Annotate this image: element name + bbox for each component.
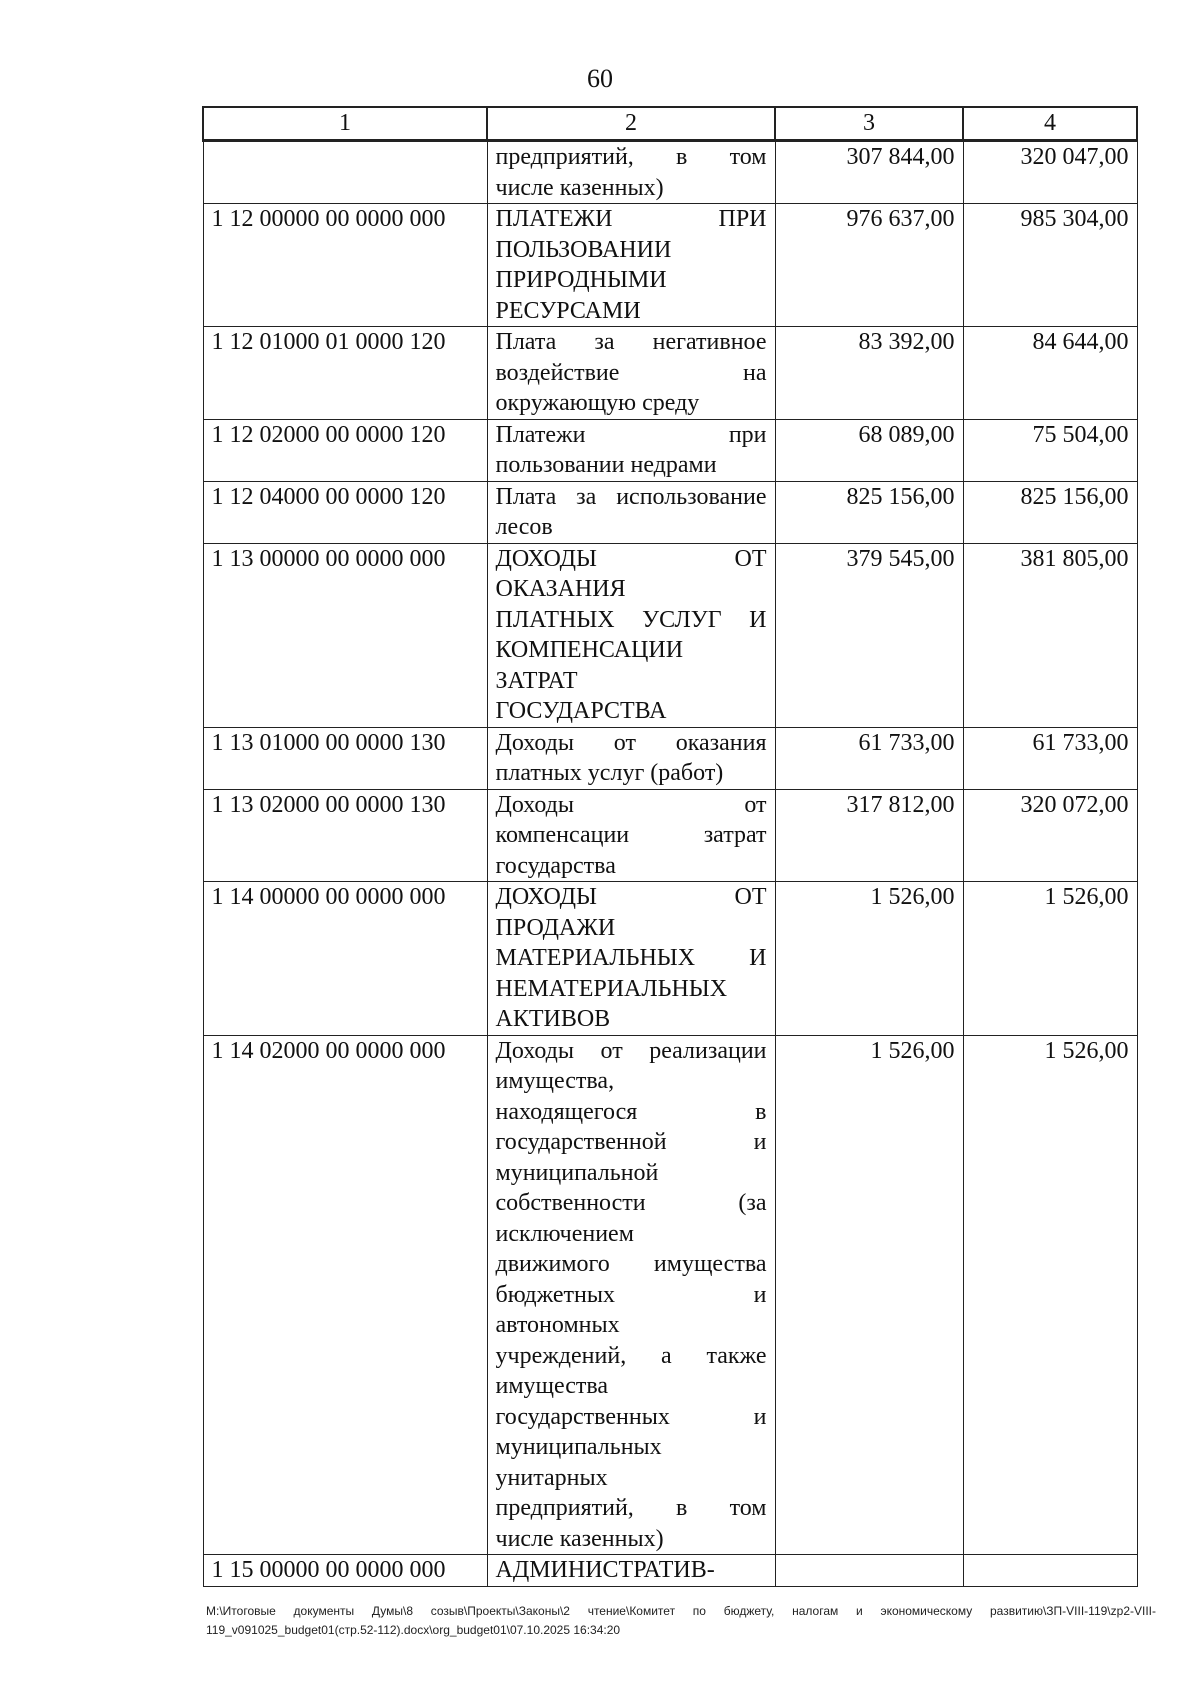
amount-col-4: 1 526,00	[963, 1035, 1137, 1555]
income-code: 1 12 02000 00 0000 120	[203, 419, 487, 481]
amount-col-4: 61 733,00	[963, 727, 1137, 789]
description-line: ПЛАТЕЖИ ПРИ	[495, 206, 767, 232]
page-number: 60	[587, 64, 613, 93]
income-description	[487, 1035, 775, 1555]
description-line: учреждений, а также	[495, 1342, 767, 1369]
table-row	[203, 327, 1137, 420]
description-line: РЕСУРСАМИ	[495, 297, 641, 324]
income-code: 1 13 00000 00 0000 000	[203, 543, 487, 727]
file-path-footer: M:\Итоговые документы Думы\8 созыв\Проекты\Законы\2 чтение\Комитет по бюджету, налогам и экономическому развитию\ЗП-VIII-119\zp2-VIII-119_v091025_budget01(стр.52-112).docx\org_budget01\07.10.2025 16:34:20	[206, 1604, 1156, 1637]
budget-table	[202, 106, 1138, 1587]
description-line: государственных и	[495, 1403, 767, 1430]
description-line: компенсации затрат	[495, 822, 767, 848]
income-code: 1 13 02000 00 0000 130	[203, 789, 487, 882]
description-line: имущества,	[495, 1068, 615, 1094]
table-row	[203, 727, 1137, 789]
amount-col-4: 84 644,00	[963, 327, 1137, 420]
description-line: бюджетных и	[495, 1281, 767, 1308]
description-line: ПРОДАЖИ	[495, 914, 616, 941]
income-code: 1 13 01000 00 0000 130	[203, 727, 487, 789]
header-col-2: 2	[487, 107, 775, 141]
amount-col-3: 976 637,00	[775, 204, 963, 327]
description-line: ПОЛЬЗОВАНИИ	[495, 236, 672, 263]
description-line: предприятий, в том	[495, 144, 767, 170]
description-line: воздействие на	[495, 359, 767, 386]
income-code: 1 14 00000 00 0000 000	[203, 882, 487, 1036]
amount-col-4: 320 047,00	[963, 141, 1137, 204]
description-line: Доходы от	[495, 791, 767, 818]
description-line: государственной и	[495, 1129, 767, 1155]
income-description	[487, 1555, 775, 1587]
description-line: Доходы от оказания	[495, 729, 767, 756]
income-description	[487, 419, 775, 481]
header-col-3: 3	[775, 107, 963, 141]
header-col-4: 4	[963, 107, 1137, 141]
table-body	[203, 141, 1137, 1587]
description-line: Плата за негативное	[495, 329, 767, 355]
description-line: Платежи при	[495, 421, 767, 448]
description-line: собственности (за	[495, 1190, 767, 1216]
description-line: платных услуг (работ)	[495, 760, 724, 786]
amount-col-3: 61 733,00	[775, 727, 963, 789]
table-row	[203, 1555, 1137, 1587]
table-row	[203, 789, 1137, 882]
description-line: НЕМАТЕРИАЛЬНЫХ	[495, 975, 728, 1002]
amount-col-3: 317 812,00	[775, 789, 963, 882]
description-line: движимого имущества	[495, 1251, 767, 1277]
description-line: МАТЕРИАЛЬНЫХ И	[495, 945, 767, 971]
amount-col-4	[963, 1555, 1137, 1587]
table-row	[203, 882, 1137, 1036]
income-description	[487, 789, 775, 882]
header-col-1: 1	[203, 107, 487, 141]
income-description	[487, 327, 775, 420]
income-code: 1 12 04000 00 0000 120	[203, 481, 487, 543]
description-line: АДМИНИСТРАТИВ-	[495, 1557, 715, 1583]
income-description	[487, 141, 775, 204]
description-line: Плата за использование	[495, 483, 767, 510]
income-code	[203, 141, 487, 204]
description-line: ОКАЗАНИЯ	[495, 576, 626, 602]
description-line: автономных	[495, 1312, 620, 1338]
amount-col-4: 1 526,00	[963, 882, 1137, 1036]
description-line: лесов	[495, 514, 553, 540]
description-line: имущества	[495, 1373, 609, 1399]
description-line: АКТИВОВ	[495, 1006, 611, 1032]
table-header	[203, 107, 1137, 141]
amount-col-3: 68 089,00	[775, 419, 963, 481]
amount-col-4: 985 304,00	[963, 204, 1137, 327]
table-row	[203, 141, 1137, 204]
amount-col-4: 320 072,00	[963, 789, 1137, 882]
description-line: ЗАТРАТ	[495, 667, 578, 694]
description-line: ПРИРОДНЫМИ	[495, 267, 667, 293]
description-line: КОМПЕНСАЦИИ	[495, 637, 684, 663]
amount-col-3: 1 526,00	[775, 882, 963, 1036]
description-line: пользовании недрами	[495, 452, 717, 478]
description-line: окружающую среду	[495, 390, 700, 416]
description-line: ДОХОДЫ ОТ	[495, 545, 767, 572]
description-line: ДОХОДЫ ОТ	[495, 884, 767, 910]
amount-col-3: 379 545,00	[775, 543, 963, 727]
income-code: 1 15 00000 00 0000 000	[203, 1555, 487, 1587]
amount-col-3: 307 844,00	[775, 141, 963, 204]
amount-col-3: 83 392,00	[775, 327, 963, 420]
description-line: ПЛАТНЫХ УСЛУГ И	[495, 606, 767, 633]
amount-col-4: 825 156,00	[963, 481, 1137, 543]
income-code: 1 14 02000 00 0000 000	[203, 1035, 487, 1555]
table-row	[203, 1035, 1137, 1555]
description-line: ГОСУДАРСТВА	[495, 698, 667, 724]
income-description	[487, 481, 775, 543]
amount-col-3: 825 156,00	[775, 481, 963, 543]
description-line: предприятий, в том	[495, 1495, 767, 1521]
description-line: находящегося в	[495, 1098, 767, 1125]
income-description	[487, 727, 775, 789]
table-row	[203, 419, 1137, 481]
description-line: муниципальных	[495, 1434, 662, 1460]
income-code: 1 12 01000 01 0000 120	[203, 327, 487, 420]
description-line: государства	[495, 852, 616, 879]
amount-col-3	[775, 1555, 963, 1587]
table-row	[203, 543, 1137, 727]
amount-col-4: 75 504,00	[963, 419, 1137, 481]
description-line: числе казенных)	[495, 1525, 664, 1552]
table-row	[203, 204, 1137, 327]
income-description	[487, 543, 775, 727]
table-row	[203, 481, 1137, 543]
income-description	[487, 204, 775, 327]
income-description	[487, 882, 775, 1036]
amount-col-4: 381 805,00	[963, 543, 1137, 727]
description-line: Доходы от реализации	[495, 1037, 767, 1064]
description-line: числе казенных)	[495, 174, 664, 201]
amount-col-3: 1 526,00	[775, 1035, 963, 1555]
description-line: унитарных	[495, 1464, 608, 1491]
description-line: исключением	[495, 1220, 634, 1247]
income-code: 1 12 00000 00 0000 000	[203, 204, 487, 327]
description-line: муниципальной	[495, 1159, 659, 1186]
